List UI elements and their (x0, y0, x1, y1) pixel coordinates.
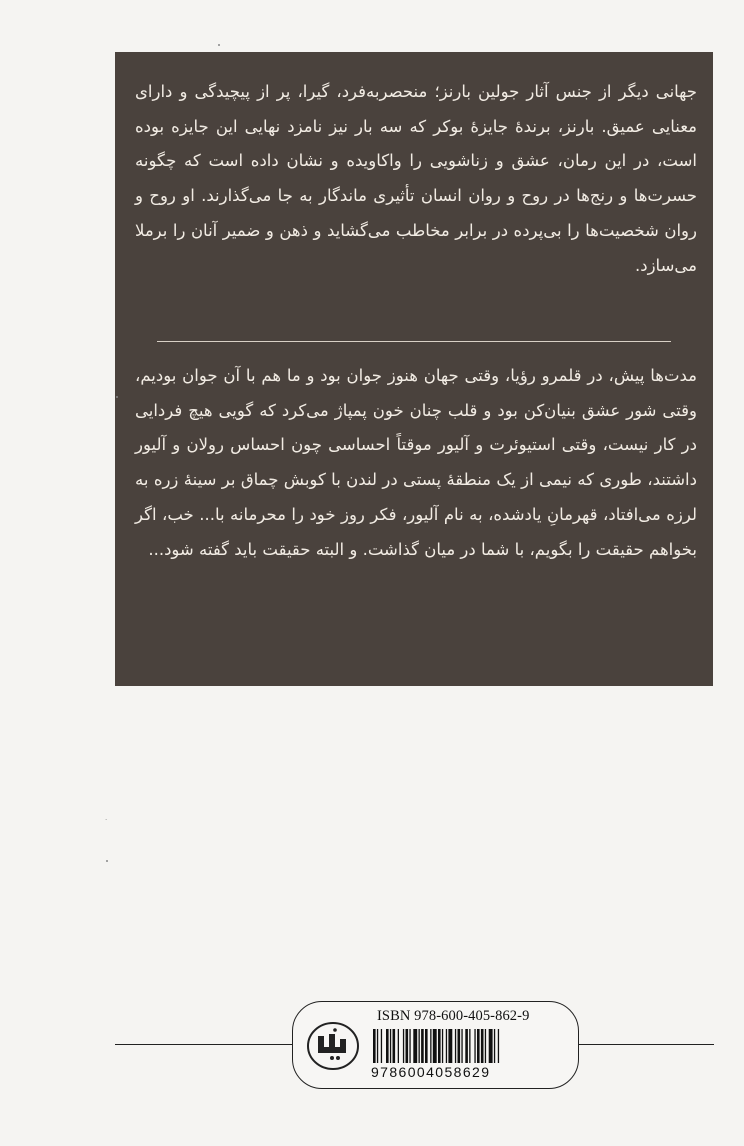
right-rule (579, 1044, 714, 1045)
isbn-box (105, 820, 579, 1089)
paper-speck (106, 860, 108, 862)
paper-speck (116, 396, 118, 398)
barcode-icon (373, 1029, 543, 1065)
blurb-text: جهانی دیگر از جنس آثار جولین بارنز؛ منحصربه‌فرد، گیرا، پر از پیچیدگی و دارای معنایی عمیق. بارنز، برندهٔ جایزهٔ بوکر که سه بار نیز نامزد نهایی این جایزه بوده است، در این رمان، عشق و زناشویی را واکاویده و نشان داده است که چگونه حسرت‌ها و رنج‌ها در روح و روان انسان تأثیری ماندگار به جا می‌گذارند. او روح و روان شخصیت‌ها را بی‌پرده در برابر مخاطب می‌گشاید و ذهن و ضمیر آنان را برملا می‌سازد. (135, 82, 697, 275)
excerpt-text: مدت‌ها پیش، در قلمرو رؤیا، وقتی جهان هنوز جوان بود و ما هم با آن جوان بودیم، وقتی شور عشق بنیان‌کن بود و قلب چنان خون پمپاژ می‌کرد که گویی هیچ فردایی در کار نیست، وقتی استیوئرت و آلیور موقتاً احساسی چون احساس رولان و آلیور داشتند، طوری که نیمی از یک منطقهٔ پستی در لندن با کوبش چماق بر سینهٔ زره به لرزه می‌افتاد، قهرمانِ یادشده، به نام آلیور، فکر روز خود را محرمانه با... خب، اگر بخواهم حقیقت را بگویم، با شما در میان گذاشت. و البته حقیقت باید گفته شود... (135, 366, 697, 559)
left-rule (115, 1044, 292, 1045)
blurb-panel (115, 52, 713, 686)
isbn-label: ISBN 978-600-405-862-9 (377, 1008, 530, 1024)
publisher-logo-icon (105, 820, 361, 1072)
publisher-logo-text: ثالث (105, 820, 107, 821)
barcode-digits: 9786004058629 (371, 1064, 491, 1080)
section-divider (157, 341, 671, 342)
paper-speck (218, 44, 220, 46)
